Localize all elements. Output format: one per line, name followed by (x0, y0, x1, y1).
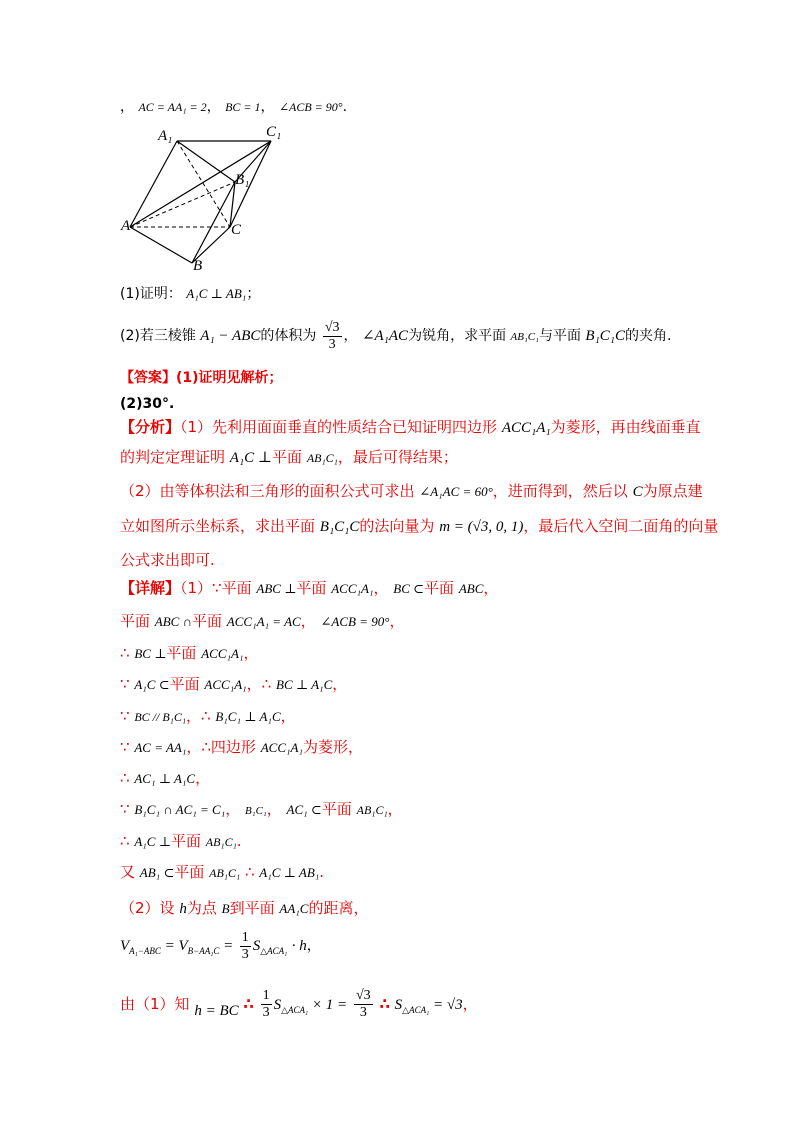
figure-label-c: C (231, 222, 242, 238)
given-line: ， AC = AA₁ = 2， BC = 1， ∠ACB = 90°. (120, 99, 348, 115)
detail-line-5: ∵ BC // B₁C₁，∴ B₁C₁ ⊥ A₁C， (120, 707, 296, 725)
answer-line-2: (2)30°. (120, 396, 175, 412)
analysis-line-2: 的判定定理证明 A₁C ⊥平面 AB₁C₁，最后可得结果； (120, 448, 458, 466)
edge-b-b1 (192, 182, 235, 263)
analysis-line-1: 【分析】（1）先利用面面垂直的性质结合已知证明四边形 ACC₁A₁为菱形，再由线面垂直 (120, 418, 701, 436)
edge-a-a1 (130, 141, 177, 227)
one-third-fraction: $\frac{1}{3}$ (241, 929, 249, 962)
detail-line-13: 由（1）知 h = BC ∴ $\frac{1}{3}$ $S_{\triangle ACA_1} \times 1$ = $\frac{√3}{3}$ ∴ $S_{\triangle ACA_1} = √3$， (120, 988, 478, 1020)
detail-tag: 【详解】 (120, 579, 181, 597)
detail-line-12: $V_{A_1-ABC} = V_{B-AA_1C}$ = $\frac{1}{3}$ $S_{\triangle ACA_1} \cdot h$， (120, 929, 321, 962)
figure-label-b1: B₁ (235, 172, 250, 188)
detail-line-3: ∴ BC ⊥平面 ACC₁A₁， (120, 644, 259, 662)
detail-line-1: 【详解】（1）∵平面 ABC ⊥平面 ACC₁A₁， BC ⊂平面 ABC， (120, 579, 499, 597)
answer-tag: 【答案】 (120, 370, 176, 386)
q1-expression: A₁C ⊥ AB₁ (186, 286, 247, 301)
detail-line-11: （2）设 h为点 B到平面 AA₁C的距离， (120, 899, 369, 917)
analysis-tag: 【分析】 (120, 418, 181, 436)
hidden-edge-a1-c (177, 141, 230, 227)
detail-line-6: ∵ AC = AA₁，∴四边形 ACC₁A₁为菱形， (120, 738, 363, 756)
detail-line-9: ∴ A₁C ⊥平面 AB₁C₁. (120, 832, 242, 850)
detail-line-2: 平面 ABC ∩平面 ACC₁A₁ = AC， ∠ACB = 90°， (120, 612, 405, 630)
given-cond-1: AC = AA₁ = 2 (138, 100, 207, 114)
figure-label-c1: C₁ (266, 124, 282, 140)
analysis-line-5: 公式求出即可. (120, 551, 215, 569)
analysis-line-4: 立如图所示坐标系，求出平面 B₁C₁C的法向量为 m = (√3, 0, 1)，最后代入空间二面角的向量 (120, 517, 719, 535)
normal-vector: m = (√3, 0, 1) (439, 519, 524, 535)
question-2: (2)若三棱锥 A₁ − ABC的体积为 $\frac{√3}{3}$ ， ∠A₁AC为锐角，求平面 AB₁C₁与平面 B₁C₁C的夹角. (120, 319, 672, 352)
detail-line-4: ∵ A₁C ⊂平面 ACC₁A₁，∴ BC ⊥ A₁C， (120, 675, 348, 693)
hidden-edge-a-b1 (130, 182, 235, 227)
question-1: (1)证明： A₁C ⊥ AB₁； (120, 286, 261, 302)
answer-line-1: 【答案】(1)证明见解析； (120, 370, 283, 386)
analysis-line-3: （2）由等体积法和三角形的面积公式可求出 ∠A₁AC = 60°，进而得到，然后以 C为原点建 (120, 482, 703, 500)
root3-over-3-fraction: $\frac{√3}{3}$ (355, 988, 371, 1020)
detail-line-8: ∵ B₁C₁ ∩ AC₁ = C₁， B₁C₁， AC₁ ⊂平面 AB₁C₁， (120, 800, 403, 818)
figure-label-a1: A₁ (158, 128, 173, 144)
prism-figure (115, 125, 295, 275)
one-third-fraction-2: $\frac{1}{3}$ (262, 988, 270, 1020)
edge-a1-b1 (177, 141, 235, 182)
given-cond-3: ∠ACB = 90° (278, 100, 343, 114)
q2-volume-fraction: $\frac{√3}{3}$ (324, 319, 340, 352)
detail-line-10: 又 AB₁ ⊂平面 AB₁C₁ ∴ A₁C ⊥ AB₁. (120, 863, 325, 881)
figure-label-a: A (121, 218, 131, 234)
figure-label-b: B (193, 258, 203, 274)
given-cond-2: BC = 1 (225, 100, 261, 114)
detail-line-7: ∴ AC₁ ⊥ A₁C， (120, 769, 211, 787)
edge-a-b (130, 227, 192, 263)
